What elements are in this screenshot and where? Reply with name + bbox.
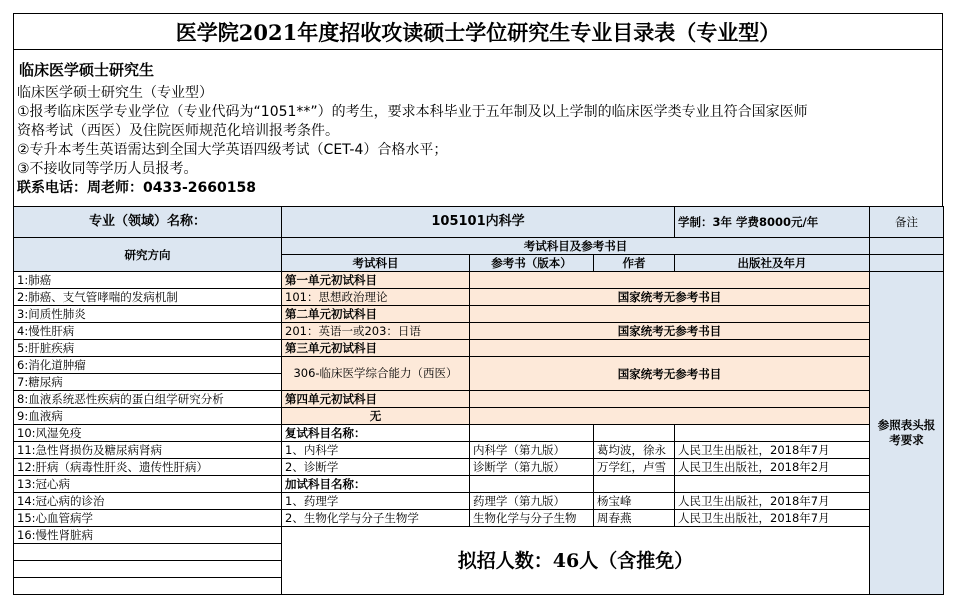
- unit3-subject: 306-临床医学综合能力（西医）: [282, 357, 470, 391]
- no-book-note: 国家统考无参考书目: [470, 289, 870, 306]
- no-book-note: 国家统考无参考书目: [470, 323, 870, 340]
- retest-publisher: 人民卫生出版社，2018年2月: [675, 459, 870, 476]
- direction-item: 13:冠心病: [14, 476, 282, 493]
- col-subject: 考试科目: [282, 255, 470, 272]
- direction-item: 2:肺癌、支气管哮喘的发病机制: [14, 289, 282, 306]
- unit4-label: 第四单元初试科目: [282, 391, 470, 408]
- extra-publisher: 人民卫生出版社，2018年7月: [675, 510, 870, 527]
- remark-label: 备注: [870, 207, 944, 238]
- retest-author: 葛均波，徐永: [594, 442, 675, 459]
- retest-subject: 2、诊断学: [282, 459, 470, 476]
- duration-fee: 学制：3年 学费8000元/年: [675, 207, 870, 238]
- extra-subject: 1、药理学: [282, 493, 470, 510]
- direction-item: 9:血液病: [14, 408, 282, 425]
- extra-label: 加试科目名称：: [282, 476, 470, 493]
- direction-item: 11:急性肾损伤及糖尿病肾病: [14, 442, 282, 459]
- extra-book: 药理学（第九版）: [470, 493, 594, 510]
- extra-subject: 2、生物化学与分子生物学: [282, 510, 470, 527]
- extra-publisher: 人民卫生出版社，2018年7月: [675, 493, 870, 510]
- direction-item: 16:慢性肾脏病: [14, 527, 282, 544]
- major-label: 专业（领域）名称：: [14, 207, 282, 238]
- enrollment-count: 拟招人数：46人（含推免）: [282, 527, 870, 595]
- no-book-note: 国家统考无参考书目: [470, 357, 870, 391]
- intro-line: ②专升本考生英语需达到全国大学英语四级考试（CET-4）合格水平；: [17, 142, 448, 158]
- remark-value: 参照表头报考要求: [870, 272, 944, 595]
- direction-item: 15:心血管病学: [14, 510, 282, 527]
- intro-line: ①报考临床医学专业学位（专业代码为“1051**”）的考生，要求本科毕业于五年制及以上学制的临床医学类专业且符合国家医师: [17, 104, 808, 120]
- unit2-subject: 201：英语一或203：日语: [282, 323, 470, 340]
- retest-publisher: 人民卫生出版社，2018年7月: [675, 442, 870, 459]
- direction-item: [14, 544, 282, 561]
- unit1-label: 第一单元初试科目: [282, 272, 470, 289]
- direction-item: 10:风湿免疫: [14, 425, 282, 442]
- unit4-subject: 无: [282, 408, 470, 425]
- direction-item: 6:消化道肿瘤: [14, 357, 282, 374]
- retest-book: 诊断学（第九版）: [470, 459, 594, 476]
- page-title: 医学院2021年度招收攻读硕士学位研究生专业目录表（专业型）: [13, 13, 943, 49]
- direction-item: 7:糖尿病: [14, 374, 282, 391]
- retest-author: 万学红，卢雪: [594, 459, 675, 476]
- intro-heading: 临床医学硕士研究生: [19, 61, 155, 79]
- retest-book: 内科学（第九版）: [470, 442, 594, 459]
- major-value: 105101内科学: [282, 207, 675, 238]
- unit3-label: 第三单元初试科目: [282, 340, 470, 357]
- retest-subject: 1、内科学: [282, 442, 470, 459]
- direction-item: 4:慢性肝病: [14, 323, 282, 340]
- direction-item: 14:冠心病的诊治: [14, 493, 282, 510]
- col-publisher: 出版社及年月: [675, 255, 870, 272]
- col-book: 参考书（版本）: [470, 255, 594, 272]
- extra-author: 周春燕: [594, 510, 675, 527]
- extra-author: 杨宝峰: [594, 493, 675, 510]
- direction-item: [14, 578, 282, 595]
- col-author: 作者: [594, 255, 675, 272]
- direction-header: 研究方向: [14, 238, 282, 272]
- intro-line: ③不接收同等学历人员报考。: [17, 161, 198, 177]
- unit2-label: 第二单元初试科目: [282, 306, 470, 323]
- direction-item: 1:肺癌: [14, 272, 282, 289]
- intro-line: 资格考试（西医）及住院医师规范化培训报考条件。: [17, 123, 339, 139]
- direction-item: 5:肝脏疾病: [14, 340, 282, 357]
- extra-book: 生物化学与分子生物: [470, 510, 594, 527]
- program-table: [13, 206, 944, 595]
- contact-line: 联系电话：周老师：0433-2660158: [17, 180, 256, 196]
- exam-header: 考试科目及参考书目: [282, 238, 870, 255]
- direction-item: 12:肝病（病毒性肝炎、遗传性肝病）: [14, 459, 282, 476]
- intro-section: [13, 49, 943, 207]
- direction-item: 3:间质性肺炎: [14, 306, 282, 323]
- retest-label: 复试科目名称：: [282, 425, 470, 442]
- unit1-subject: 101：思想政治理论: [282, 289, 470, 306]
- intro-line: 临床医学硕士研究生（专业型）: [17, 85, 213, 101]
- direction-item: 8:血液系统恶性疾病的蛋白组学研究分析: [14, 391, 282, 408]
- direction-item: [14, 561, 282, 578]
